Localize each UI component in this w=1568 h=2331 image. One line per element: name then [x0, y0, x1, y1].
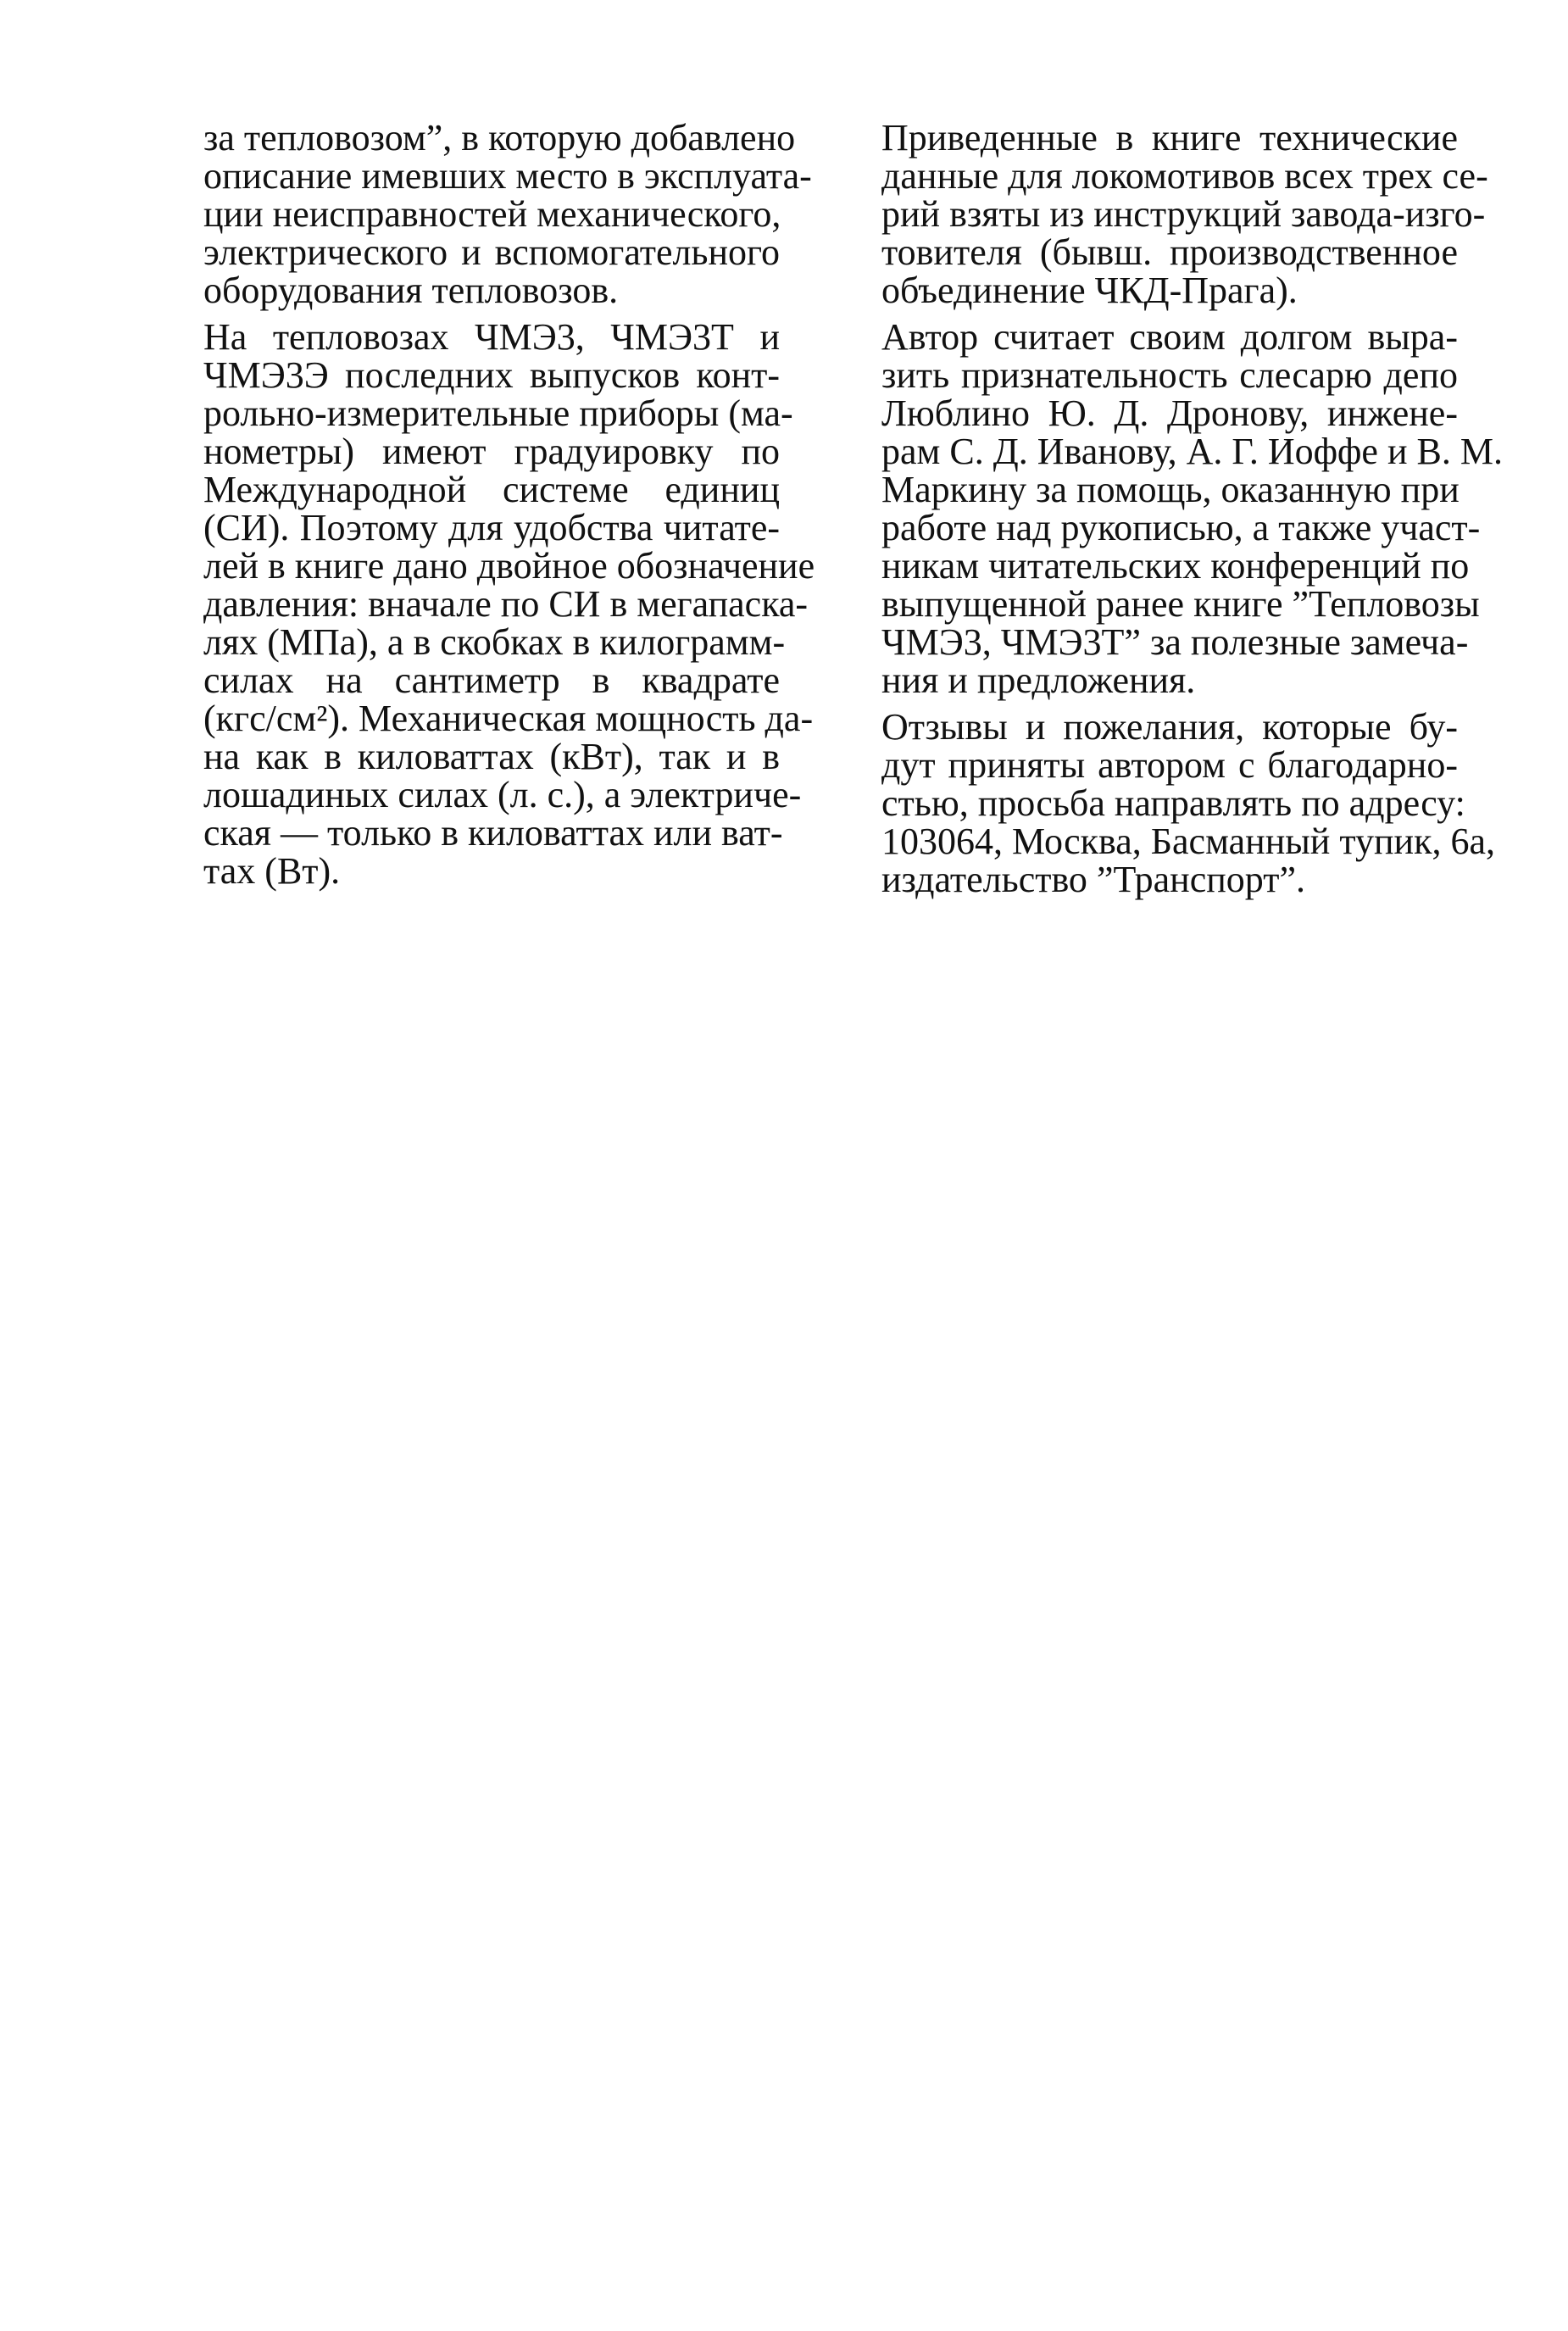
text-line: лей в книге дано двойное обозначение: [203, 545, 815, 587]
paragraph: [814, 117, 1488, 311]
text-line: на как в киловаттах (кВт), так и в: [203, 736, 780, 777]
left-column: [136, 117, 815, 898]
text-line: описание имевших место в эксплуата-: [203, 155, 812, 197]
text-line: товителя (бывш. производственное: [881, 231, 1458, 273]
text-line: (СИ). Поэтому для удобства читате-: [203, 507, 780, 548]
text-line: лях (МПа), а в скобках в килограмм-: [203, 621, 786, 663]
text-line: работе над рукописью, а также участ-: [881, 507, 1481, 548]
text-line: рам С. Д. Иванову, А. Г. Иоффе и В. М.: [881, 431, 1503, 472]
text-line: за тепловозом”, в которую добавлено: [203, 117, 796, 159]
text-line: издательство ”Транспорт”.: [881, 859, 1305, 900]
text-line: электрического и вспомогательного: [203, 231, 780, 273]
text-line: дут приняты автором с благодарно-: [881, 744, 1458, 786]
text-line: зить признательность слесарю депо: [881, 354, 1458, 396]
text-line: данные для локомотивов всех трех се-: [881, 155, 1488, 197]
text-line: ЧМЭ3Э последних выпусков конт-: [203, 354, 780, 396]
text-line: давления: вначале по СИ в мегапаска-: [203, 583, 809, 625]
text-line: ЧМЭ3, ЧМЭ3Т” за полезные замеча-: [881, 621, 1469, 663]
text-line: ская — только в киловаттах или ват-: [203, 812, 783, 854]
text-line: рий взяты из инструкций завода-изго-: [881, 193, 1486, 235]
paragraph: [814, 706, 1496, 900]
text-line: Люблино Ю. Д. Дронову, инжене-: [881, 392, 1458, 434]
text-line: лошадиных силах (л. с.), а электриче-: [203, 774, 802, 815]
text-line: (кгс/см²). Механическая мощность да-: [203, 698, 814, 739]
paragraph: [136, 117, 812, 311]
right-column: [814, 117, 1503, 907]
text-line: никам читательских конференций по: [881, 545, 1470, 587]
text-line: Международной системе единиц: [203, 469, 780, 510]
text-line: Приведенные в книге технические: [881, 117, 1458, 159]
text-line: оборудования тепловозов.: [203, 270, 619, 311]
text-line: Отзывы и пожелания, которые бу-: [881, 706, 1458, 748]
text-line: ции неисправностей механического,: [203, 193, 781, 235]
text-line: На тепловозах ЧМЭ3, ЧМЭ3Т и: [203, 316, 780, 358]
paragraph: [136, 316, 815, 892]
text-line: Маркину за помощь, оказанную при: [881, 469, 1460, 510]
text-line: силах на сантиметр в квадрате: [203, 659, 780, 701]
paragraph: [814, 316, 1503, 701]
text-line: ния и предложения.: [881, 659, 1196, 701]
text-line: Автор считает своим долгом выра-: [881, 316, 1458, 358]
text-line: тах (Вт).: [203, 850, 341, 892]
text-line: 103064, Москва, Басманный тупик, 6а,: [881, 821, 1496, 862]
text-line: нометры) имеют градуировку по: [203, 431, 780, 472]
text-line: выпущенной ранее книге ”Тепловозы: [881, 583, 1480, 625]
text-line: стью, просьба направлять по адресу:: [881, 782, 1465, 824]
text-line: рольно-измерительные приборы (ма-: [203, 392, 793, 434]
text-line: объединение ЧКД-Прага).: [881, 270, 1298, 311]
